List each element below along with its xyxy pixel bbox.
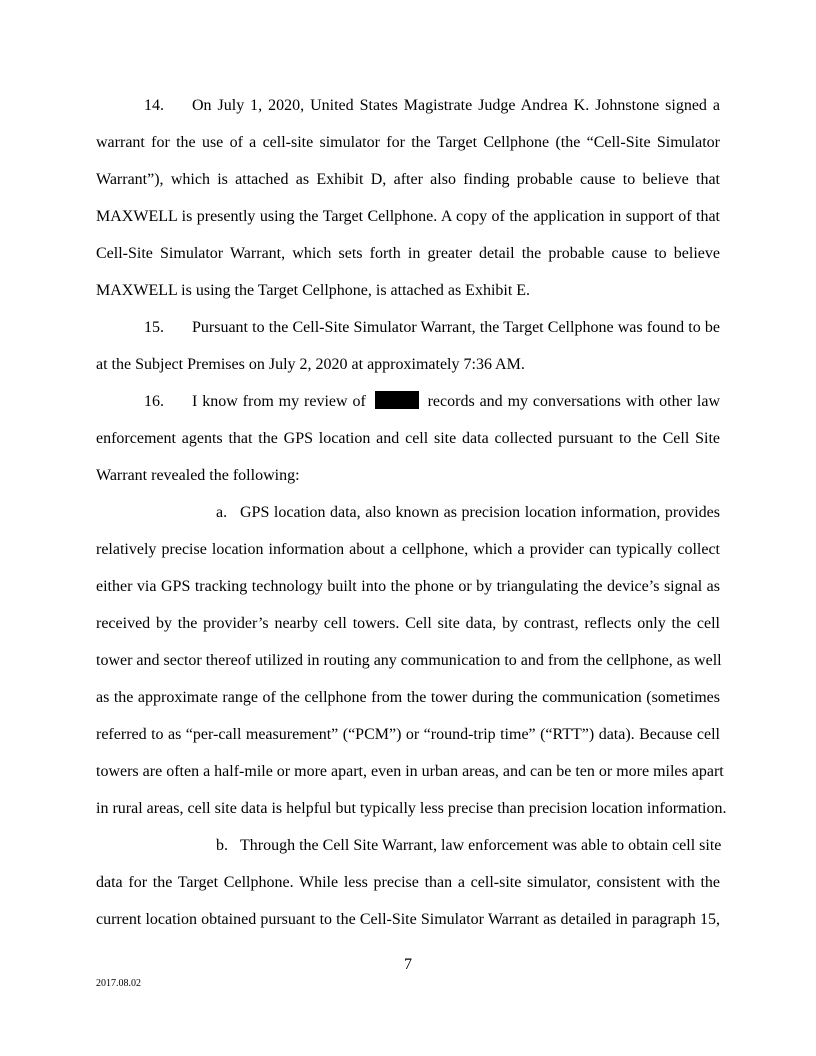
paragraph-text: Pursuant to the Cell-Site Simulator Warrant, the Target Cellphone was found to be [192,319,720,336]
subparagraph-b-line-3: current location obtained pursuant to the Cell-Site Simulator Warrant as detailed in paragraph 15, [96,911,720,928]
subparagraph-a-line-7: referred to as “per-call measurement” (“PCM”) or “round-trip time” (“RTT”) data). Because cell [96,726,720,743]
paragraph-15-line-2: at the Subject Premises on July 2, 2020 at approximately 7:36 AM. [96,356,525,373]
subparagraph-a-line-1 [96,494,720,531]
page-number: 7 [404,956,412,973]
paragraph-text: GPS location data, also known as precision location information, provides [240,504,720,521]
paragraph-16-line-3: Warrant revealed the following: [96,467,300,484]
paragraph-14-line-1 [96,87,720,124]
paragraph-14-line-6: MAXWELL is using the Target Cellphone, is attached as Exhibit E. [96,282,531,299]
paragraph-16-line-2: enforcement agents that the GPS location and cell site data collected pursuant to the Cell Site [96,430,720,447]
paragraph-text: On July 1, 2020, United States Magistrate Judge Andrea K. Johnstone signed a [192,97,720,114]
paragraph-14-line-4: MAXWELL is presently using the Target Cellphone. A copy of the application in support of that [96,208,720,225]
subparagraph-a-line-5: tower and sector thereof utilized in routing any communication to and from the cellphone, as well [96,652,722,669]
subparagraph-a-line-2: relatively precise location information about a cellphone, which a provider can typically collect [96,541,720,558]
paragraph-number: 16. [144,393,164,410]
document-body [96,87,727,938]
paragraph-14-line-3: Warrant”), which is attached as Exhibit D, after also finding probable cause to believe that [96,171,720,188]
paragraph-14-line-2: warrant for the use of a cell-site simulator for the Target Cellphone (the “Cell-Site Simulator [96,134,720,151]
footer-code: 2017.08.02 [96,978,141,989]
subparagraph-a-line-3: either via GPS tracking technology built into the phone or by triangulating the device’s signal as [96,578,720,595]
subparagraph-a-line-4: received by the provider’s nearby cell towers. Cell site data, by contrast, reflects only the cell [96,615,720,632]
subparagraph-a-line-6: as the approximate range of the cellphone from the tower during the communication (sometimes [96,689,720,706]
subparagraph-label: b. [216,837,228,854]
subparagraph-b-line-2: data for the Target Cellphone. While less precise than a cell-site simulator, consistent with the [96,874,720,891]
paragraph-text: I know from my review of [192,393,366,410]
subparagraph-label: a. [216,504,228,521]
subparagraph-a-line-8: towers are often a half-mile or more apart, even in urban areas, and can be ten or more miles apart [96,763,724,780]
subparagraph-a-line-9: in rural areas, cell site data is helpful but typically less precise than precision location information. [96,800,727,817]
paragraph-number: 14. [144,97,164,114]
paragraph-14-line-5: Cell-Site Simulator Warrant, which sets forth in greater detail the probable cause to believe [96,245,720,262]
subparagraph-b-line-1 [96,827,720,864]
paragraph-text: Through the Cell Site Warrant, law enforcement was able to obtain cell site [240,837,722,854]
paragraph-15-line-1 [96,309,720,346]
redaction-box [375,391,419,409]
paragraph-16-line-1 [96,383,720,420]
paragraph-text: records and my conversations with other law [427,393,721,410]
paragraph-number: 15. [144,319,164,336]
